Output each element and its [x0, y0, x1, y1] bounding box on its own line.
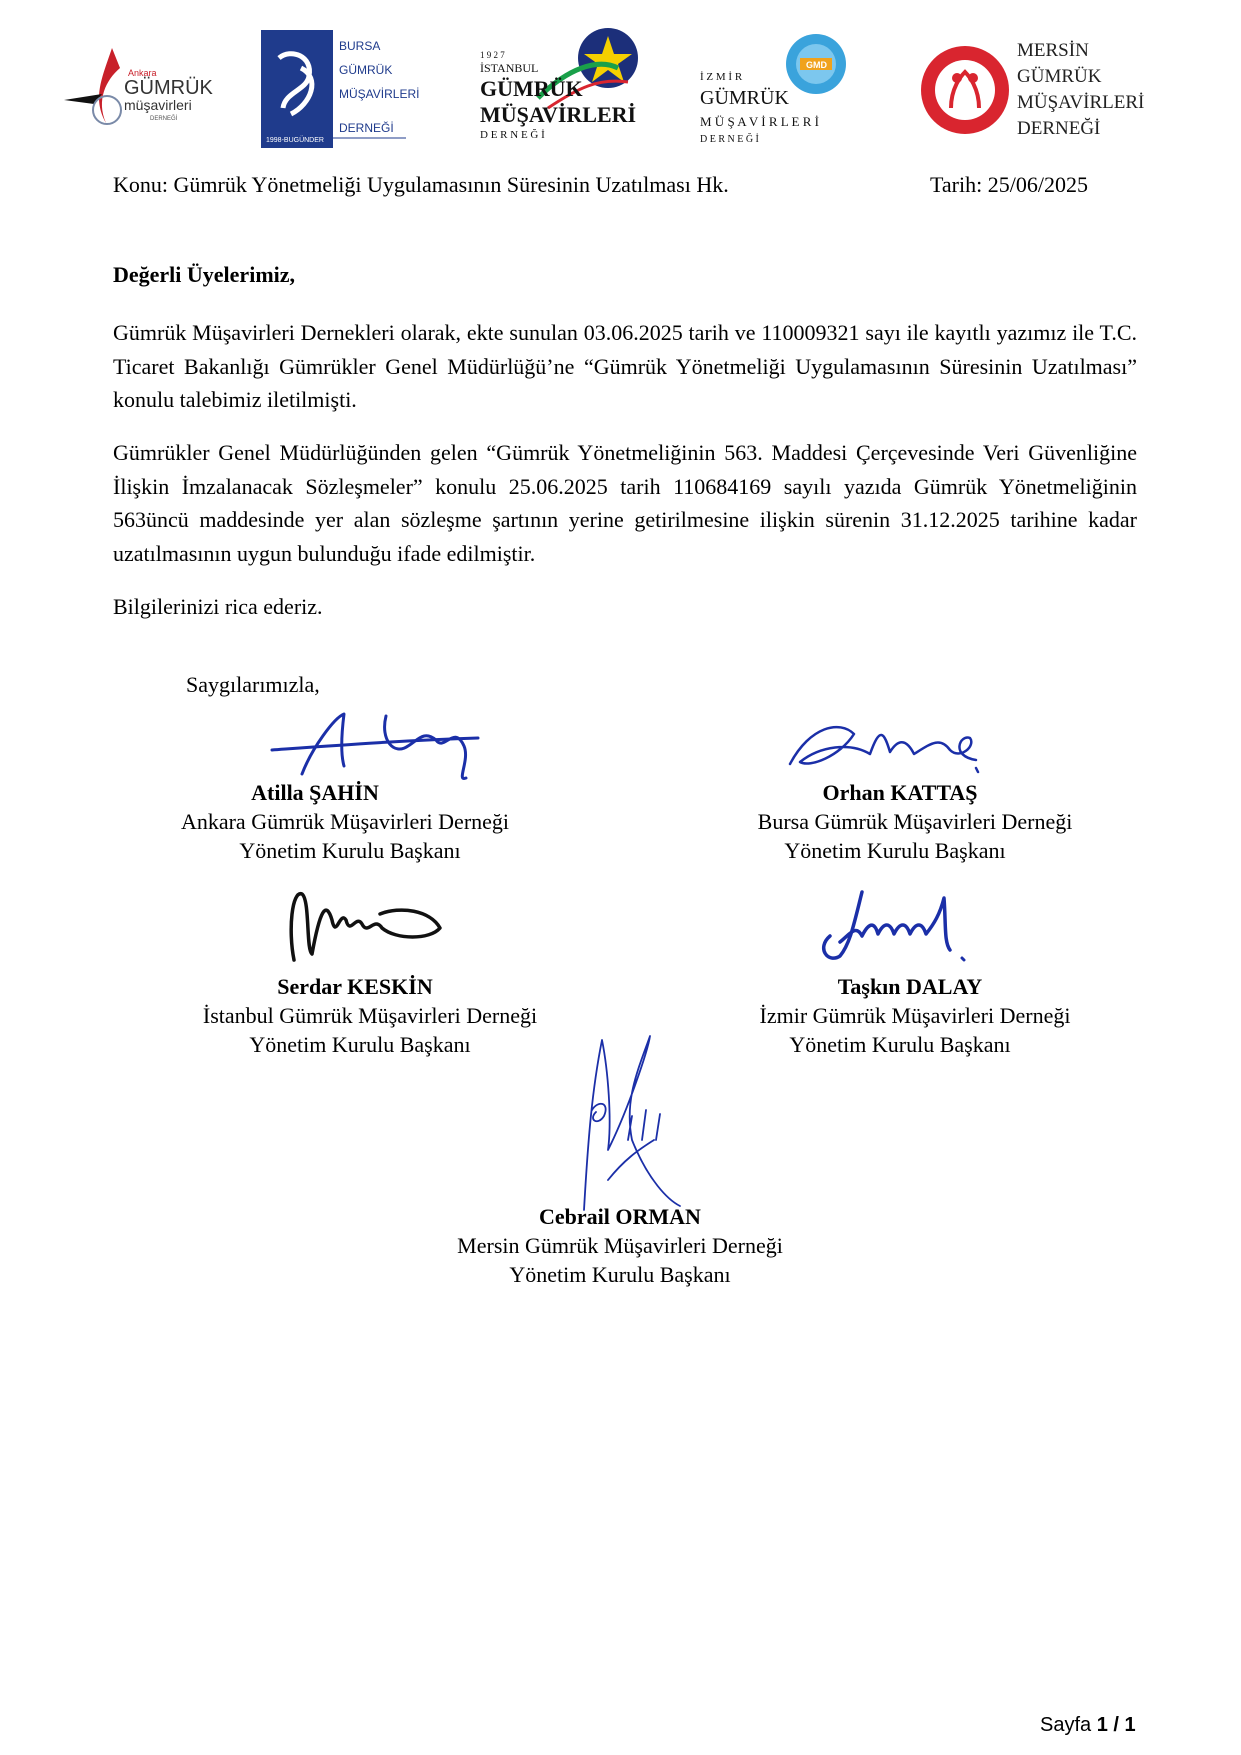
- signatory-name: Atilla ŞAHİN: [251, 780, 379, 805]
- mersin-logo-line-4: DERNEĞİ: [1017, 118, 1101, 139]
- signatory-organization: İzmir Gümrük Müşavirleri Derneği: [759, 1003, 1071, 1028]
- izmir-logo-line-2: M Ü Ş A V İ R L E R İ: [700, 114, 819, 129]
- bursa-logo-line-4: DERNEĞİ: [339, 121, 394, 135]
- signatory-title: Yönetim Kurulu Başkanı: [784, 838, 1006, 863]
- signatory-organization: İstanbul Gümrük Müşavirleri Derneği: [202, 1003, 538, 1028]
- ankara-logo-main: GÜMRÜK: [124, 77, 213, 99]
- bursa-logo-line-3: MÜŞAVİRLERİ: [339, 87, 420, 101]
- bursa-logo-line-2: GÜMRÜK: [339, 63, 393, 77]
- izmir-logo-line-3: D E R N E Ğ İ: [700, 134, 759, 145]
- bursa-logo-line-1: BURSA: [339, 39, 381, 53]
- istanbul-logo-year: 1 9 2 7: [480, 50, 505, 60]
- ankara-logo: [62, 28, 212, 150]
- ankara-logo-sub: müşavirleri: [124, 97, 192, 113]
- paragraph-2: Gümrükler Genel Müdürlüğünden gelen “Gümrük Yönetmeliğinin 563. Maddesi Çerçevesinde Veri Güvenliğine İlişkin İmzalanacak Sözleşmeler” konulu 25.06.2025 tarih 110684169 sayılı yazıda Gümrük Yönetmeliğinin 563üncü maddesinde yer alan sözleşme şartının yerine getirilmesine ilişkin sürenin 31.12.2025 tarihine kadar uzatılmasının uygun bulunduğu ifade edilmiştir.: [113, 440, 1137, 566]
- mersin-logo-line-2: GÜMRÜK: [1017, 66, 1102, 87]
- signatory-title: Yönetim Kurulu Başkanı: [789, 1032, 1011, 1057]
- closing: Saygılarımızla,: [186, 672, 320, 697]
- istanbul-logo-line-3: D E R N E Ğ İ: [480, 129, 545, 141]
- signatory-name: Orhan KATTAŞ: [822, 780, 978, 805]
- istanbul-logo-line-1: GÜMRÜK: [480, 76, 583, 101]
- signature-serdar-keskin: [280, 880, 460, 970]
- signatory-name: Taşkın DALAY: [837, 974, 983, 999]
- istanbul-logo: [478, 28, 648, 150]
- page-count: 1 / 1: [1096, 1714, 1136, 1736]
- signatory-name: Serdar KESKİN: [277, 974, 433, 999]
- signatory-taskin-dalay: [720, 972, 1110, 1059]
- signatory-organization: Ankara Gümrük Müşavirleri Derneği: [180, 809, 510, 834]
- signatory-serdar-keskin: [170, 972, 570, 1059]
- signatory-organization: Bursa Gümrük Müşavirleri Derneği: [757, 809, 1073, 834]
- izmir-logo-line-1: GÜMRÜK: [700, 87, 789, 109]
- signature-taskin-dalay: [810, 884, 980, 974]
- signature-cebrail-orman: [568, 1030, 708, 1220]
- signature-atilla-sahin: [268, 700, 498, 790]
- izmir-logo-city: İ Z M İ R: [700, 71, 743, 83]
- paragraph-1: Gümrük Müşavirleri Dernekleri olarak, ekte sunulan 03.06.2025 tarih ve 110009321 sayı ile kayıtlı yazımız ile T.C. Ticaret Bakanlığı Gümrükler Genel Müdürlüğü’ne “Gümrük Yönetmeliği Uygulamasının Süresinin Uzatılması” konulu talebimiz iletilmişti.: [113, 320, 1137, 412]
- signatory-atilla-sahin: [150, 778, 540, 865]
- bursa-logo: [261, 28, 420, 150]
- paragraph-3: Bilgilerinizi rica ederiz.: [113, 594, 323, 619]
- signatory-orhan-kattas: [720, 778, 1110, 865]
- signatory-title: Yönetim Kurulu Başkanı: [239, 838, 461, 863]
- signatory-organization: Mersin Gümrük Müşavirleri Derneği: [457, 1233, 783, 1258]
- ankara-logo-tiny: DERNEĞİ: [150, 116, 178, 122]
- signatory-title: Yönetim Kurulu Başkanı: [249, 1032, 471, 1057]
- signatory-name: Cebrail ORMAN: [539, 1204, 701, 1229]
- istanbul-logo-city: İSTANBUL: [480, 61, 539, 75]
- bursa-logo-since: 1998-BUGÜNDER: [266, 137, 324, 144]
- document-date: Tarih: 25/06/2025: [930, 172, 1088, 197]
- izmir-logo-badge: GMD: [806, 60, 827, 70]
- signatory-cebrail-orman: [420, 1202, 820, 1289]
- mersin-logo-line-3: MÜŞAVİRLERİ: [1017, 92, 1145, 113]
- subject-line: Konu: Gümrük Yönetmeliği Uygulamasının Süresinin Uzatılması Hk.: [113, 172, 729, 197]
- greeting: Değerli Üyelerimiz,: [113, 262, 296, 287]
- page-label: Sayfa: [1040, 1714, 1097, 1736]
- signatory-title: Yönetim Kurulu Başkanı: [509, 1262, 731, 1287]
- izmir-logo: [698, 28, 858, 150]
- page-number: [1040, 1714, 1136, 1737]
- mersin-logo: [921, 28, 1145, 150]
- mersin-logo-line-1: MERSİN: [1017, 40, 1089, 61]
- istanbul-logo-line-2: MÜŞAVİRLERİ: [480, 102, 637, 127]
- ankara-logo-small: Ankara: [128, 68, 157, 78]
- signature-orhan-kattas: [780, 706, 1000, 786]
